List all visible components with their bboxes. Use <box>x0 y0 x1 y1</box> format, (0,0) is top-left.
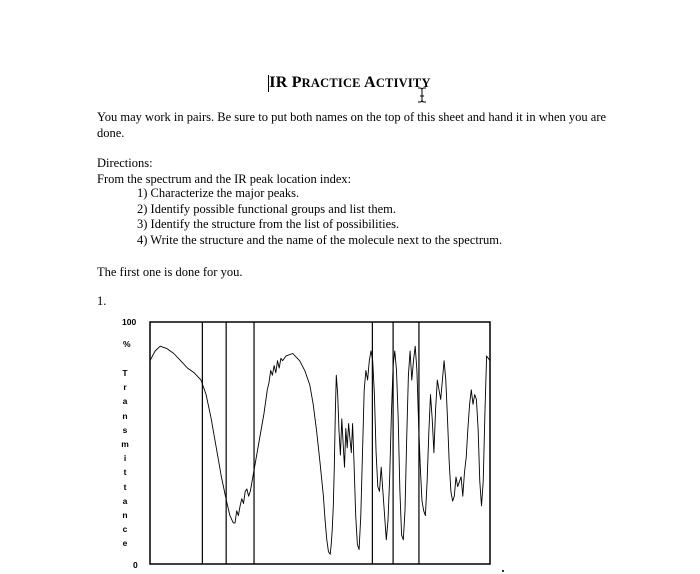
y-axis-letter: c <box>122 524 128 535</box>
y-axis-letter: T <box>122 368 128 378</box>
page-title <box>0 74 700 92</box>
text-cursor <box>268 75 269 92</box>
y-axis-top-label: 100 <box>122 317 137 327</box>
y-axis-percent-label: % <box>123 339 131 349</box>
intro-paragraph: You may work in pairs. Be sure to put both names on the top of this sheet and hand it in when you are done. <box>97 110 607 140</box>
y-axis-letter: i <box>123 453 127 464</box>
y-axis-letter: n <box>122 510 128 521</box>
y-axis-letter: a <box>122 396 128 407</box>
y-axis-letter: s <box>122 424 128 435</box>
list-item: 2) Identify possible functional groups and list them. <box>137 201 396 216</box>
ir-spectrum-chart <box>140 318 494 570</box>
y-axis-letter: a <box>122 495 128 506</box>
y-axis-bottom-label: 0 <box>133 560 138 570</box>
list-item: 3) Identify the structure from the list of possibilities. <box>137 217 400 231</box>
chart-frame <box>150 322 490 564</box>
first-done-note: The first one is done for you. <box>97 265 243 279</box>
title-part-ctivity: CTIVITY <box>375 76 431 90</box>
y-axis-letter: t <box>123 467 127 478</box>
directions-subtitle: From the spectrum and the IR peak location index: <box>97 172 352 186</box>
spectrum-line <box>150 346 490 554</box>
y-axis-letter: e <box>122 538 128 549</box>
y-axis-letter: r <box>123 382 127 393</box>
y-axis-letter: n <box>122 410 128 421</box>
y-axis-letter: t <box>123 481 127 492</box>
gridlines <box>202 322 419 564</box>
list-item: 1) Characterize the major peaks. <box>137 186 300 200</box>
stray-mark <box>502 570 504 572</box>
title-part-a: A <box>364 74 376 91</box>
directions-label: Directions: <box>97 156 153 170</box>
title-part-ractice: RACTICE <box>301 76 365 90</box>
title-part-p: P <box>291 74 302 91</box>
y-axis-title <box>119 366 131 551</box>
list-item: 4) Write the structure and the name of the molecule next to the spectrum. <box>137 232 503 247</box>
title-part-ir: IR <box>269 74 292 91</box>
ibeam-cursor-icon <box>416 87 428 103</box>
directions-list <box>137 186 502 248</box>
y-axis-letter: m <box>121 439 129 450</box>
question-number: 1. <box>97 294 107 308</box>
